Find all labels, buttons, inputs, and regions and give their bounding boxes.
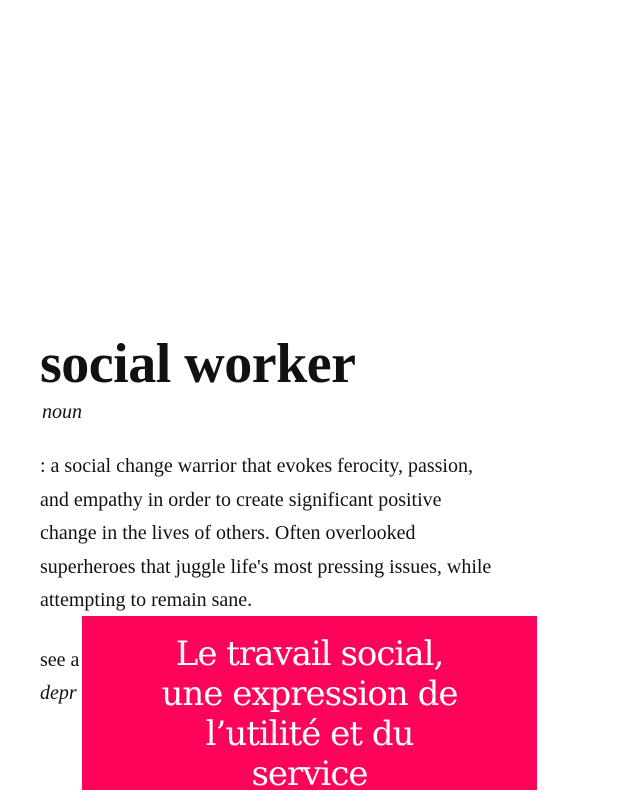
definition-line: attempting to remain sane. xyxy=(40,589,253,611)
see-also-label: see a xyxy=(40,649,80,671)
definition-line: and empathy in order to create significant positive xyxy=(40,488,442,511)
definition-line: superheroes that juggle life's most pressing issues, while xyxy=(40,555,492,578)
title-banner xyxy=(82,616,537,790)
definition-line: : a social change warrior that evokes ferocity, passion, xyxy=(40,455,473,477)
entry-term: social worker xyxy=(40,333,356,395)
definition-text xyxy=(40,450,600,618)
banner-title xyxy=(82,634,537,790)
see-also-term: depr xyxy=(40,682,77,704)
banner-title-line: une expression de xyxy=(161,674,458,714)
definition-line: change in the lives of others. Often overlooked xyxy=(40,522,416,544)
part-of-speech: noun xyxy=(42,401,82,423)
banner-title-line: service xyxy=(251,754,368,790)
banner-title-line: l’utilité et du xyxy=(205,714,414,754)
banner-title-line: Le travail social, xyxy=(175,634,444,674)
